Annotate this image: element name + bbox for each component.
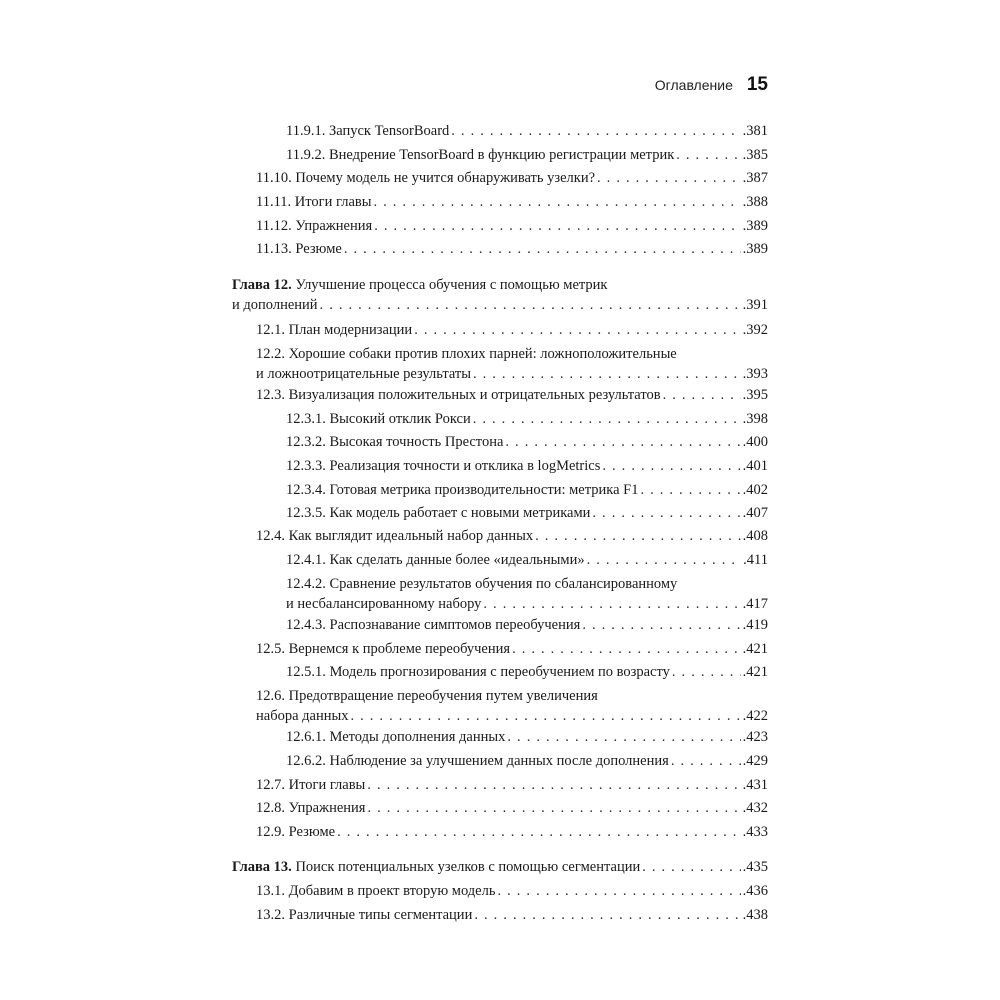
toc-leader-dots bbox=[582, 615, 740, 635]
toc-entry bbox=[256, 168, 768, 188]
toc-entry-title: 12.3.1. Высокий отклик Рокси bbox=[286, 411, 471, 427]
toc-entry-page: .419 bbox=[742, 617, 768, 633]
toc-entry-page: .422 bbox=[742, 708, 768, 724]
toc-entry-title: 12.8. Упражнения bbox=[256, 800, 366, 816]
toc-entry bbox=[286, 751, 768, 771]
toc-entry bbox=[286, 121, 768, 141]
toc-entry-title-line1: 12.6. Предотвращение переобучения путем увеличения bbox=[256, 688, 598, 704]
toc-entry bbox=[256, 639, 768, 659]
toc-entry-title: 11.12. Упражнения bbox=[256, 218, 373, 234]
toc-entry-page: .391 bbox=[742, 297, 768, 313]
toc-entry-title: 11.10. Почему модель не учится обнаруживать узелки? bbox=[256, 170, 596, 186]
toc-entry bbox=[256, 775, 768, 795]
toc-leader-dots bbox=[512, 639, 741, 659]
toc-entry-title: 12.5.1. Модель прогнозирования с переобучением по возрасту bbox=[286, 664, 670, 680]
toc-entry-page: .388 bbox=[742, 194, 768, 210]
toc-entry bbox=[256, 686, 768, 726]
toc-entry-page: .400 bbox=[742, 434, 768, 450]
toc-entry-page: .392 bbox=[742, 322, 768, 338]
toc-entry bbox=[286, 503, 768, 523]
toc-leader-dots bbox=[451, 121, 740, 141]
toc-entry-page: .421 bbox=[742, 664, 768, 680]
toc-entry-title: 13.1. Добавим в проект вторую модель bbox=[256, 883, 496, 899]
toc-entry-title: 13.2. Различные типы сегментации bbox=[256, 907, 473, 923]
toc-leader-dots bbox=[337, 822, 741, 842]
toc-entry bbox=[256, 526, 768, 546]
toc-entry-page: .407 bbox=[742, 505, 768, 521]
toc-leader-dots bbox=[497, 881, 740, 901]
toc-entry-page: .408 bbox=[742, 528, 768, 544]
toc-entry-page: .389 bbox=[742, 241, 768, 257]
toc-entry bbox=[256, 344, 768, 384]
toc-leader-dots bbox=[592, 503, 740, 523]
toc-entry-title: 12.9. Резюме bbox=[256, 824, 336, 840]
toc-entry-title: 11.11. Итоги главы bbox=[256, 194, 372, 210]
toc-entry-title: 11.9.1. Запуск TensorBoard bbox=[286, 123, 450, 139]
toc-leader-dots bbox=[642, 857, 740, 877]
page-number: 15 bbox=[746, 74, 768, 95]
toc-entry-title: 11.13. Резюме bbox=[256, 241, 342, 257]
toc-entry-page: .417 bbox=[742, 596, 768, 612]
toc-entry-page: .423 bbox=[742, 729, 768, 745]
toc-entry bbox=[256, 798, 768, 818]
toc-entry bbox=[286, 432, 768, 452]
toc-leader-dots bbox=[367, 775, 740, 795]
toc-entry bbox=[286, 456, 768, 476]
toc-entry-title: 12.5. Вернемся к проблеме переобучения bbox=[256, 641, 511, 657]
toc-entry-page: .385 bbox=[742, 147, 768, 163]
toc-entry-title: 12.1. План модернизации bbox=[256, 322, 413, 338]
toc-entry bbox=[256, 881, 768, 901]
toc-leader-dots bbox=[672, 662, 741, 682]
toc-entry bbox=[286, 145, 768, 165]
toc-leader-dots bbox=[640, 480, 740, 500]
toc-entry-title: 12.6.2. Наблюдение за улучшением данных после дополнения bbox=[286, 753, 669, 769]
toc-entry-page: .395 bbox=[742, 387, 768, 403]
toc-entry bbox=[286, 662, 768, 682]
toc-entry bbox=[256, 216, 768, 236]
toc-entry-title: и ложноотрицательные результаты bbox=[256, 366, 471, 382]
toc-leader-dots bbox=[374, 216, 740, 236]
toc-leader-dots bbox=[483, 594, 740, 614]
toc-entry bbox=[256, 320, 768, 340]
toc-entry-title: Поиск потенциальных узелков с помощью сегментации bbox=[295, 859, 641, 875]
toc-entry-page: .402 bbox=[742, 482, 768, 498]
toc-entry-page: .433 bbox=[742, 824, 768, 840]
toc-entry-title-line1: 12.2. Хорошие собаки против плохих парней: ложноположительные bbox=[256, 346, 677, 362]
toc-leader-dots bbox=[474, 905, 740, 925]
toc-entry-title: 12.3. Визуализация положительных и отрицательных результатов bbox=[256, 387, 661, 403]
toc-entry-title: 12.7. Итоги главы bbox=[256, 777, 366, 793]
toc-entry-page: .381 bbox=[742, 123, 768, 139]
toc-entry-page: .432 bbox=[742, 800, 768, 816]
toc-leader-dots bbox=[414, 320, 740, 340]
toc-entry-title: 12.3.4. Готовая метрика производительности: метрика F1 bbox=[286, 482, 639, 498]
toc-entry bbox=[286, 550, 768, 570]
toc-entry-title: 12.4.3. Распознавание симптомов переобучения bbox=[286, 617, 581, 633]
toc-entry-page: .421 bbox=[742, 641, 768, 657]
toc-entry bbox=[256, 385, 768, 405]
toc-entry-title-line1: 12.4.2. Сравнение результатов обучения по сбалансированному bbox=[286, 576, 678, 592]
toc-entry bbox=[286, 615, 768, 635]
toc-leader-dots bbox=[320, 295, 741, 315]
toc-entry-title: набора данных bbox=[256, 708, 349, 724]
toc-entry-title: 11.9.2. Внедрение TensorBoard в функцию регистрации метрик bbox=[286, 147, 675, 163]
toc-leader-dots bbox=[535, 526, 741, 546]
toc-entry bbox=[286, 727, 768, 747]
toc-entry bbox=[286, 409, 768, 429]
toc-leader-dots bbox=[505, 432, 740, 452]
toc-entry-page: .389 bbox=[742, 218, 768, 234]
toc-entry-title: и несбалансированному набору bbox=[286, 596, 482, 612]
toc-leader-dots bbox=[473, 364, 741, 384]
toc-leader-dots bbox=[350, 706, 740, 726]
toc-entry-title: 12.3.3. Реализация точности и отклика в logMetrics bbox=[286, 458, 601, 474]
toc-leader-dots bbox=[663, 385, 741, 405]
toc-entry-title: 12.3.2. Высокая точность Престона bbox=[286, 434, 504, 450]
toc-entry-page: .401 bbox=[742, 458, 768, 474]
toc-entry-page: .393 bbox=[742, 366, 768, 382]
toc-entry bbox=[286, 480, 768, 500]
toc-entry bbox=[256, 239, 768, 259]
toc-leader-dots bbox=[367, 798, 740, 818]
toc-entry-page: .398 bbox=[742, 411, 768, 427]
chapter-label: Глава 12. bbox=[232, 277, 292, 293]
toc-entry-title: 12.4.1. Как сделать данные более «идеальными» bbox=[286, 552, 585, 568]
chapter-label: Глава 13. bbox=[232, 859, 292, 875]
toc-leader-dots bbox=[507, 727, 740, 747]
toc-leader-dots bbox=[671, 751, 741, 771]
toc-entry-title: 12.3.5. Как модель работает с новыми метриками bbox=[286, 505, 591, 521]
toc-chapter-entry bbox=[232, 275, 768, 315]
running-header-title: Оглавление bbox=[654, 77, 733, 93]
toc-entry-title-line1: Улучшение процесса обучения с помощью метрик bbox=[295, 277, 608, 293]
toc-entry-title: и дополнений bbox=[232, 297, 318, 313]
toc-entry-title: 12.6.1. Методы дополнения данных bbox=[286, 729, 506, 745]
toc-leader-dots bbox=[344, 239, 741, 259]
toc-entry bbox=[256, 192, 768, 212]
toc-entry bbox=[256, 905, 768, 925]
toc-entry-page: .429 bbox=[742, 753, 768, 769]
toc-entry-page: .431 bbox=[742, 777, 768, 793]
toc-leader-dots bbox=[373, 192, 740, 212]
toc-leader-dots bbox=[473, 409, 741, 429]
toc-entry bbox=[286, 574, 768, 614]
toc-chapter-entry bbox=[232, 857, 768, 877]
toc-leader-dots bbox=[587, 550, 742, 570]
toc-entry-page: .436 bbox=[742, 883, 768, 899]
toc-leader-dots bbox=[597, 168, 741, 188]
toc-entry-page: .411 bbox=[743, 552, 768, 568]
toc-entry-page: .435 bbox=[742, 859, 768, 875]
toc-entry-page: .438 bbox=[742, 907, 768, 923]
toc-leader-dots bbox=[602, 456, 740, 476]
toc-leader-dots bbox=[676, 145, 740, 165]
toc-entry-page: .387 bbox=[742, 170, 768, 186]
toc-entry bbox=[256, 822, 768, 842]
toc-entry-title: 12.4. Как выглядит идеальный набор данных bbox=[256, 528, 534, 544]
